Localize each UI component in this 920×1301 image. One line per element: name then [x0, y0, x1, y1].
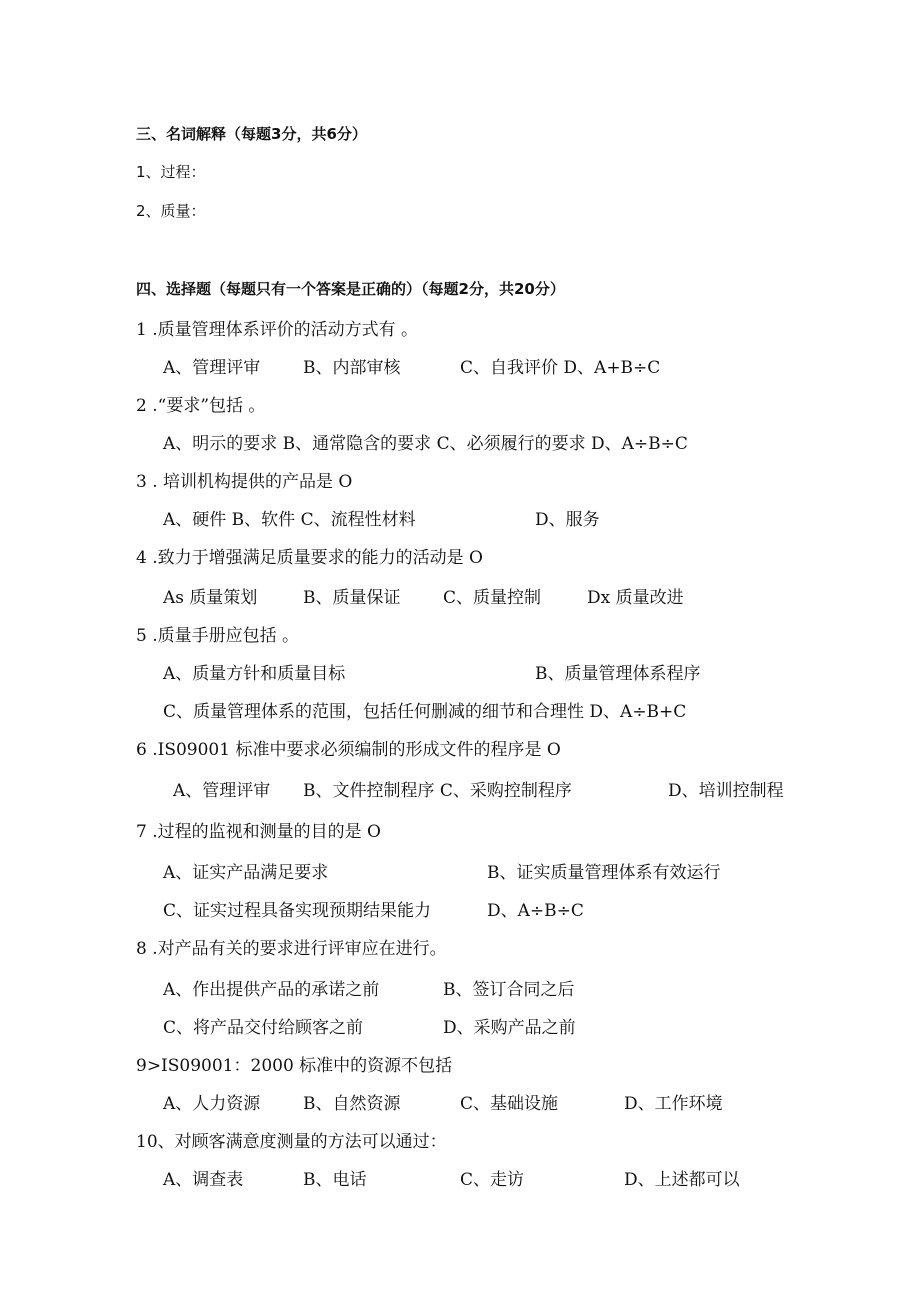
q7-option-a: A、证实产品满足要求: [163, 863, 329, 883]
question-7-stem: 7 .过程的监视和测量的目的是 O: [136, 822, 381, 842]
q10-option-c: C、走访: [460, 1170, 525, 1190]
q6-option-a: A、管理评审: [173, 781, 271, 801]
question-4-stem: 4 .致力于增强满足质量要求的能力的活动是 O: [136, 548, 483, 568]
q7-option-b: B、证实质量管理体系有效运行: [487, 863, 721, 883]
question-10-stem: 10、对顾客满意度测量的方法可以通过：: [136, 1132, 447, 1152]
q6-option-d: D、培训控制程: [668, 781, 784, 801]
term-quality: 2、质量：: [136, 202, 206, 220]
q9-option-a: A、人力资源: [163, 1094, 261, 1114]
question-6-stem: 6 .IS09001 标准中要求必须编制的形成文件的程序是 O: [136, 740, 561, 760]
question-9-stem: 9>IS09001：2000 标准中的资源不包括: [136, 1056, 453, 1076]
q9-option-c: C、基础设施: [460, 1094, 559, 1114]
q7-option-c: C、证实过程具备实现预期结果能力: [163, 901, 432, 921]
q8-option-c: C、将产品交付给顾客之前: [163, 1018, 364, 1038]
q8-option-b: B、签订合同之后: [443, 980, 575, 1000]
q4-option-c: C、质量控制: [443, 588, 542, 608]
question-5-stem: 5 .质量手册应包括 。: [136, 626, 300, 646]
q2-options: A、明示的要求 B、通常隐含的要求 C、必须履行的要求 D、A÷B÷C: [163, 434, 688, 454]
q7-option-d: D、A÷B÷C: [487, 901, 584, 921]
section3-heading: 三、名词解释（每题3分，共6分）: [136, 125, 367, 143]
q6-option-bc: B、文件控制程序 C、采购控制程序: [303, 781, 572, 801]
q5-option-a: A、质量方针和质量目标: [163, 664, 346, 684]
q1-option-a: A、管理评审: [163, 358, 261, 378]
q8-option-a: A、作出提供产品的承诺之前: [163, 980, 380, 1000]
term-process: 1、过程：: [136, 163, 206, 181]
q8-option-d: D、采购产品之前: [443, 1018, 576, 1038]
q10-option-d: D、上述都可以: [624, 1170, 740, 1190]
q10-option-a: A、调查表: [163, 1170, 244, 1190]
question-3-stem: 3 . 培训机构提供的产品是 O: [136, 472, 353, 492]
question-2-stem: 2 .“要求”包括 。: [136, 396, 266, 416]
q1-option-b: B、内部审核: [303, 358, 401, 378]
q10-option-b: B、电话: [303, 1170, 367, 1190]
question-1-stem: 1 .质量管理体系评价的活动方式有 。: [136, 320, 419, 340]
question-8-stem: 8 .对产品有关的要求进行评审应在进行。: [136, 939, 447, 959]
q5-option-b: B、质量管理体系程序: [535, 664, 701, 684]
q9-option-b: B、自然资源: [303, 1094, 401, 1114]
q4-option-d: Dx 质量改进: [587, 588, 684, 608]
section4-heading: 四、选择题（每题只有一个答案是正确的）（每题2分，共20分）: [136, 280, 565, 298]
q3-option-abc: A、硬件 B、软件 C、流程性材料: [163, 510, 416, 530]
q3-option-d: D、服务: [535, 510, 600, 530]
q4-option-b: B、质量保证: [303, 588, 401, 608]
q1-option-cd: C、自我评价 D、A+B÷C: [460, 358, 661, 378]
q5-option-cd: C、质量管理体系的范围，包括任何删减的细节和合理性 D、A÷B+C: [163, 702, 687, 722]
q4-option-a: As 质量策划: [163, 588, 258, 608]
q9-option-d: D、工作环境: [624, 1094, 723, 1114]
